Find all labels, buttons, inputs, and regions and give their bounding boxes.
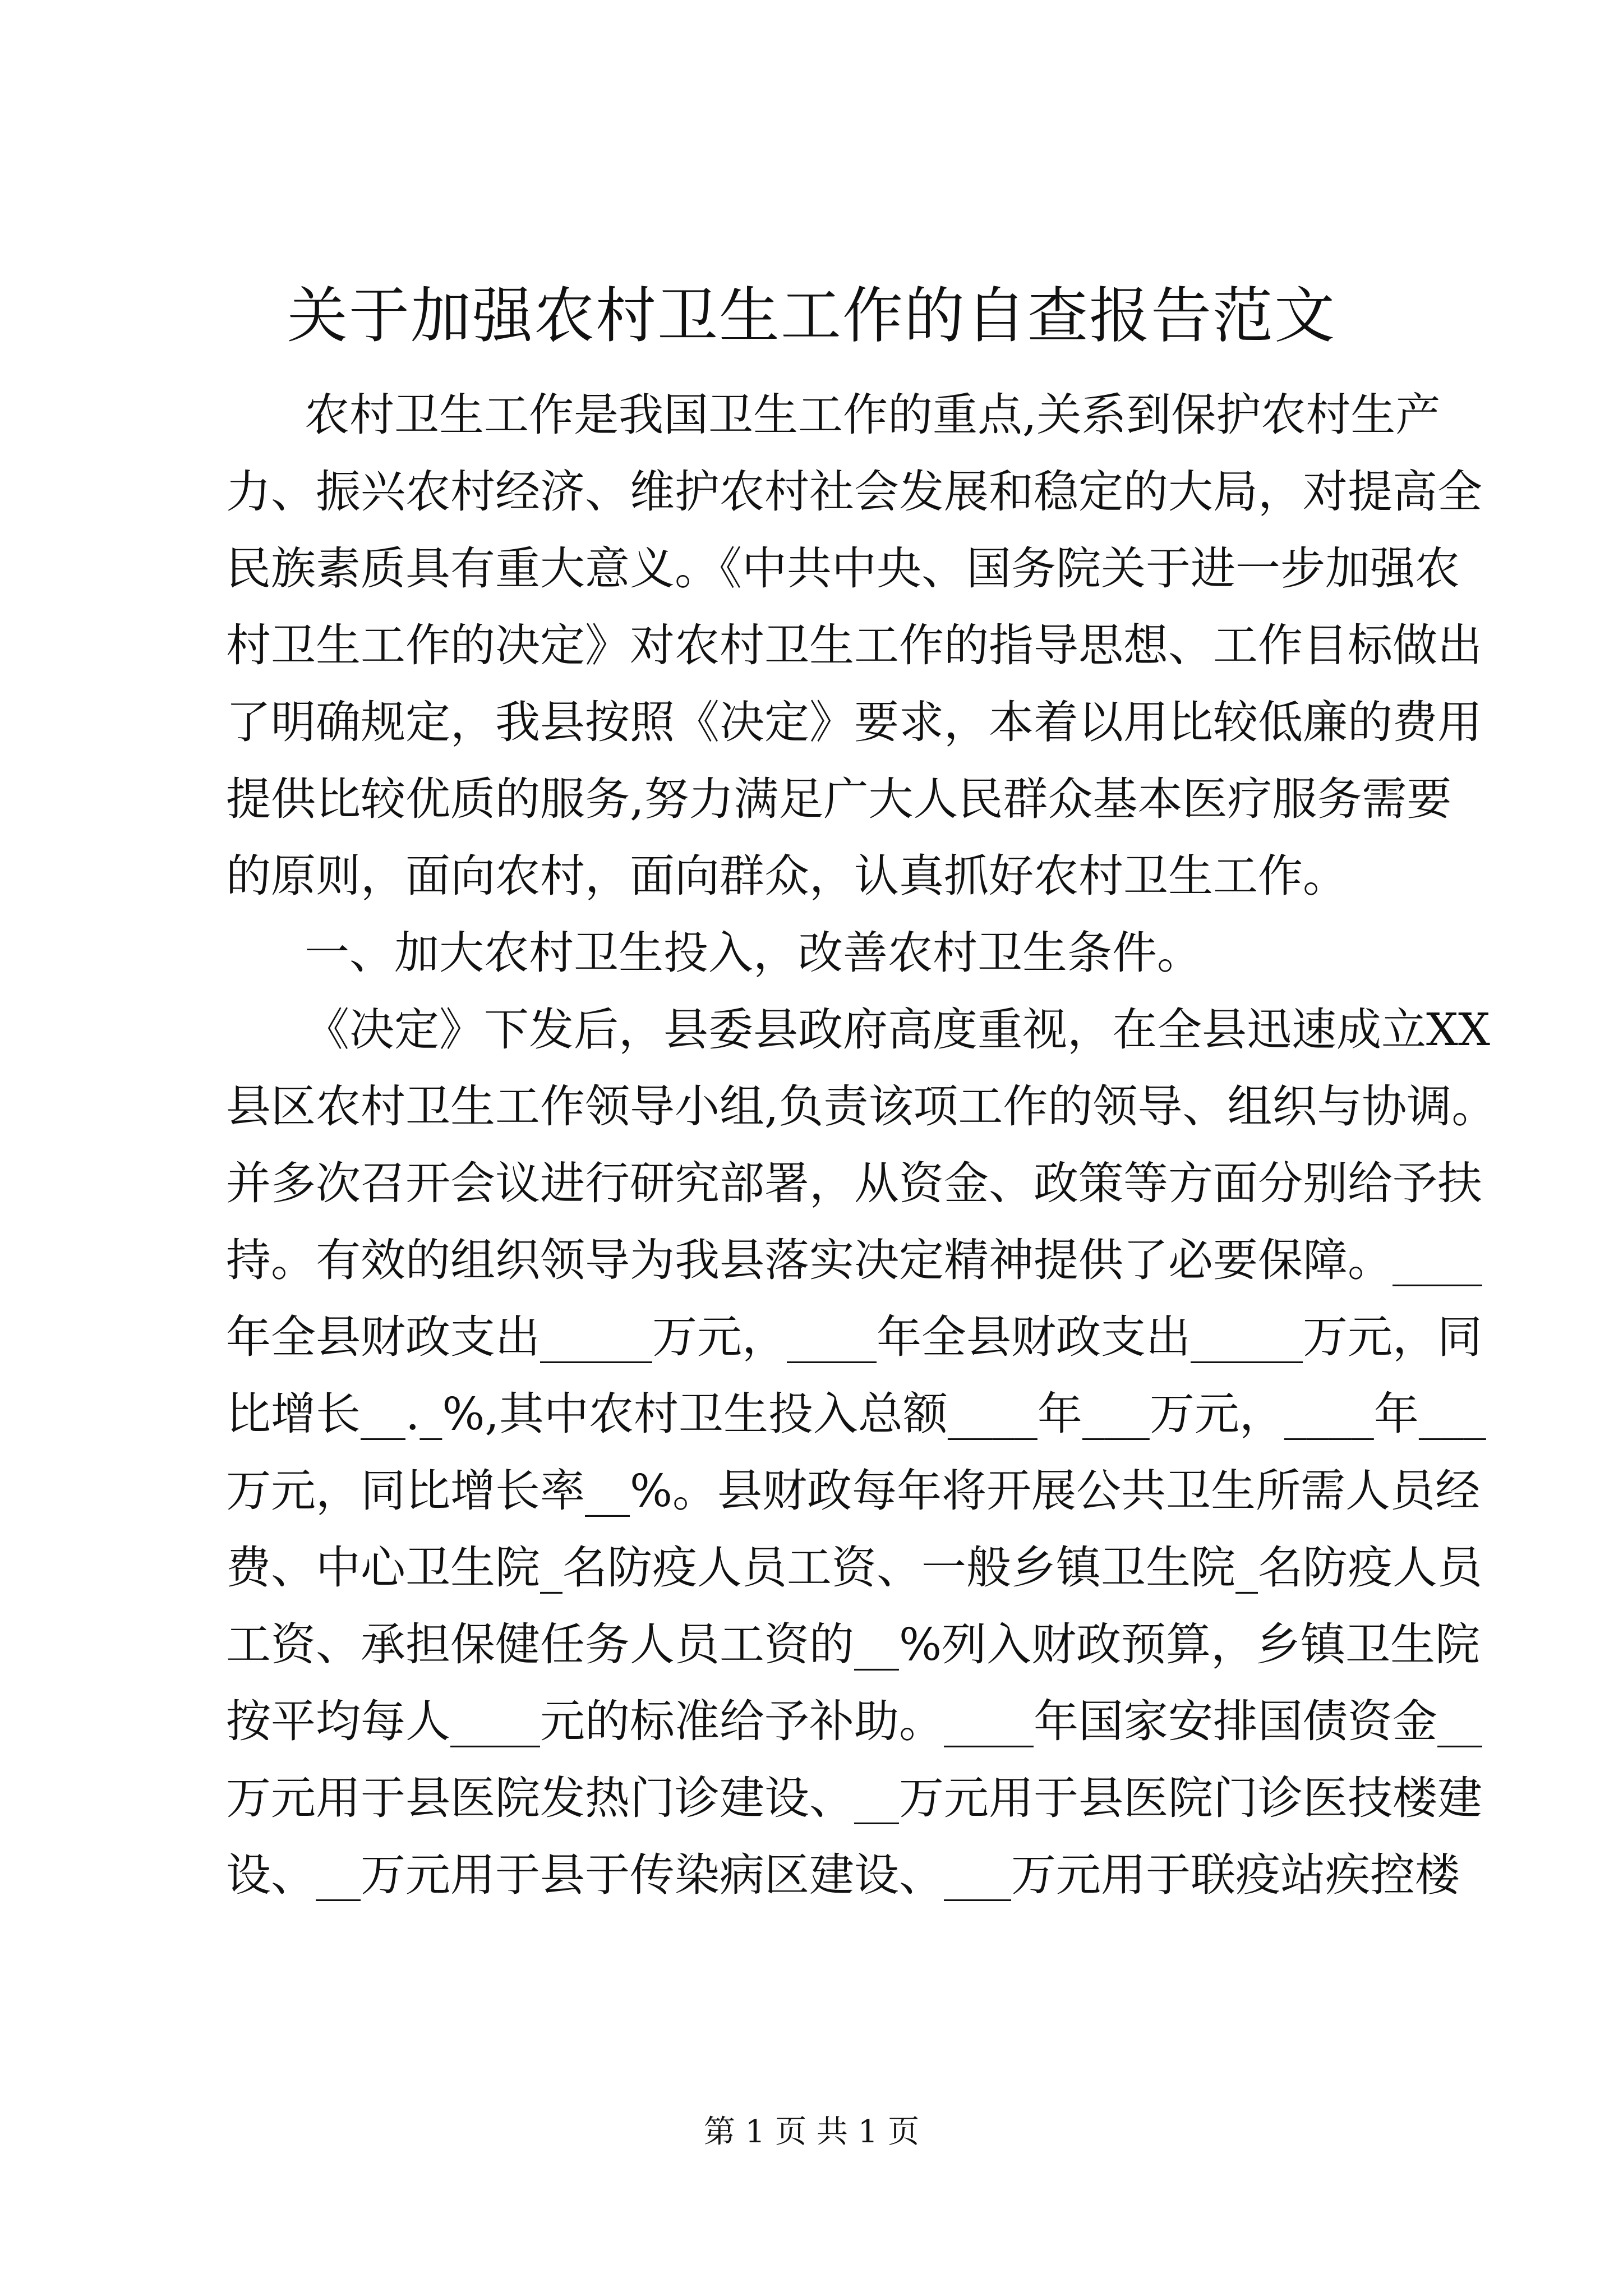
document-title: 关于加强农村卫生工作的自查报告范文: [287, 281, 1336, 351]
text-line: 提供比较优质的服务,努力满足广大人民群众基本医疗服务需要: [226, 773, 1452, 825]
text-line: 费、中心卫生院_名防疫人员工资、一般乡镇卫生院_名防疫人员: [226, 1542, 1482, 1594]
page-footer: 第 1 页 共 1 页: [703, 2114, 920, 2150]
text-line: 县区农村卫生工作领导小组,负责该项工作的领导、组织与协调。: [226, 1080, 1497, 1133]
text-line: 设、__万元用于县于传染病区建设、___万元用于联疫站疾控楼: [226, 1849, 1460, 1901]
text-line: 比增长__._%,其中农村卫生投入总额____年___万元，____年___: [226, 1388, 1486, 1440]
text-line: 按平均每人____元的标准给予补助。____年国家安排国债资金__: [226, 1695, 1482, 1747]
heading-line: 一、加大农村卫生投入，改善农村卫生条件。: [305, 927, 1202, 979]
text-line: 的原则，面向农村，面向群众，认真抓好农村卫生工作。: [226, 850, 1348, 902]
text-line: 了明确规定，我县按照《决定》要求，本着以用比较低廉的费用: [226, 696, 1482, 748]
text-line: 并多次召开会议进行研究部署，从资金、政策等方面分别给予扶: [226, 1157, 1482, 1209]
text-line: 万元用于县医院发热门诊建设、__万元用于县医院门诊医技楼建: [226, 1772, 1482, 1824]
text-line: 民族素质具有重大意义。《中共中央、国务院关于进一步加强农: [226, 542, 1460, 595]
text-line: 万元，同比增长率__%。县财政每年将开展公共卫生所需人员经: [226, 1465, 1481, 1517]
text-line: 村卫生工作的决定》对农村卫生工作的指导思想、工作目标做出: [226, 619, 1482, 671]
text-line: 力、振兴农村经济、维护农村社会发展和稳定的大局，对提高全: [226, 466, 1482, 518]
text-line: 工资、承担保健任务人员工资的__%列入财政预算，乡镇卫生院: [226, 1618, 1481, 1671]
text-line: 持。有效的组织领导为我县落实决定精神提供了必要保障。____: [226, 1234, 1482, 1286]
text-line: 农村卫生工作是我国卫生工作的重点,关系到保护农村生产: [305, 389, 1441, 441]
text-line: 《决定》下发后，县委县政府高度重视，在全县迅速成立XX: [305, 1004, 1490, 1056]
text-line: 年全县财政支出_____万元，____年全县财政支出_____万元，同: [226, 1311, 1482, 1363]
